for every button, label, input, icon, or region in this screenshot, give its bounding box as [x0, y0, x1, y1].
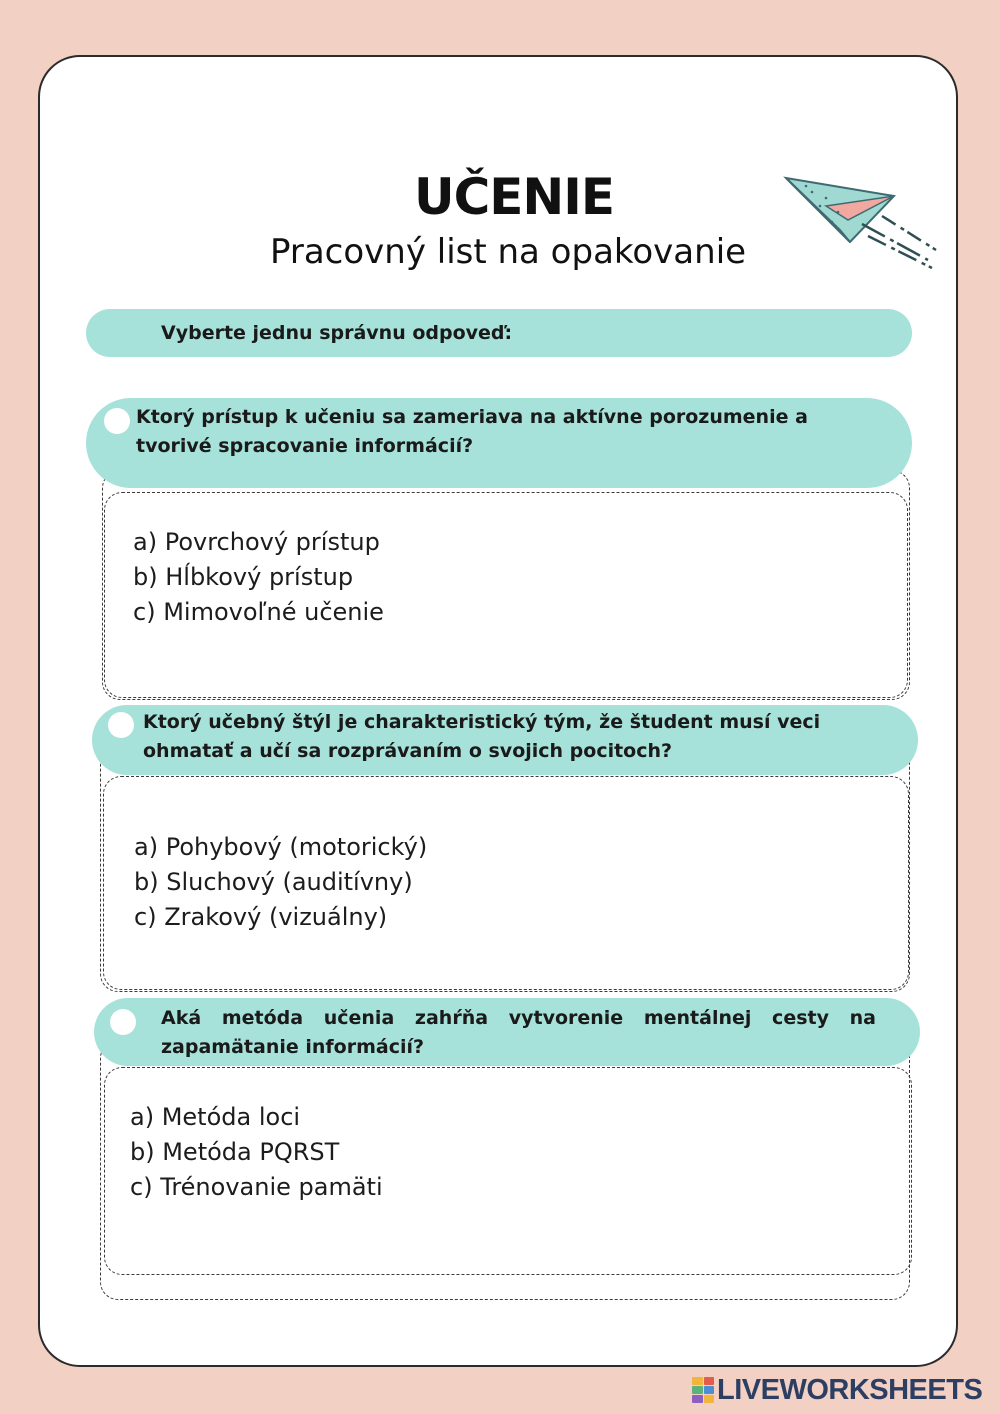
option[interactable]: c) Zrakový (vizuálny): [134, 903, 388, 931]
paper-plane-icon: [782, 172, 942, 276]
option[interactable]: b) Metóda PQRST: [130, 1138, 340, 1166]
question-2-options: [134, 830, 427, 935]
option[interactable]: a) Pohybový (motorický): [134, 833, 428, 861]
instruction-text: Vyberte jednu správnu odpoveď:: [161, 322, 513, 344]
question-1-options: [133, 525, 384, 630]
question-3-text: Aká metóda učenia zahŕňa vytvorenie mentálnej cesty na zapamätanie informácií?: [161, 1007, 876, 1058]
page-title: UČENIE: [413, 168, 615, 226]
option[interactable]: c) Mimovoľné učenie: [133, 598, 384, 626]
liveworksheets-logo-icon: [692, 1377, 714, 1403]
question-1-text: Ktorý prístup k učeniu sa zameriava na aktívne porozumenie a tvorivé spracovanie informácií?: [136, 406, 808, 457]
option[interactable]: c) Trénovanie pamäti: [130, 1173, 383, 1201]
option[interactable]: a) Metóda loci: [130, 1103, 301, 1131]
option[interactable]: b) Sluchový (auditívny): [134, 868, 413, 896]
option[interactable]: a) Povrchový prístup: [133, 528, 380, 556]
question-2-text: Ktorý učebný štýl je charakteristický tým, že študent musí veci ohmatať a učí sa rozprávaním o svojich pocitoch?: [143, 711, 821, 762]
question-3-radio[interactable]: [110, 1009, 136, 1035]
question-1-radio[interactable]: [104, 408, 130, 434]
question-2-radio[interactable]: [108, 712, 134, 738]
footer-brand[interactable]: [692, 1373, 982, 1407]
option[interactable]: b) Hĺbkový prístup: [133, 563, 354, 591]
question-3-options: [130, 1100, 383, 1205]
brand-name: LIVEWORKSHEETS: [717, 1373, 983, 1406]
page-subtitle: Pracovný list na opakovanie: [269, 232, 747, 272]
